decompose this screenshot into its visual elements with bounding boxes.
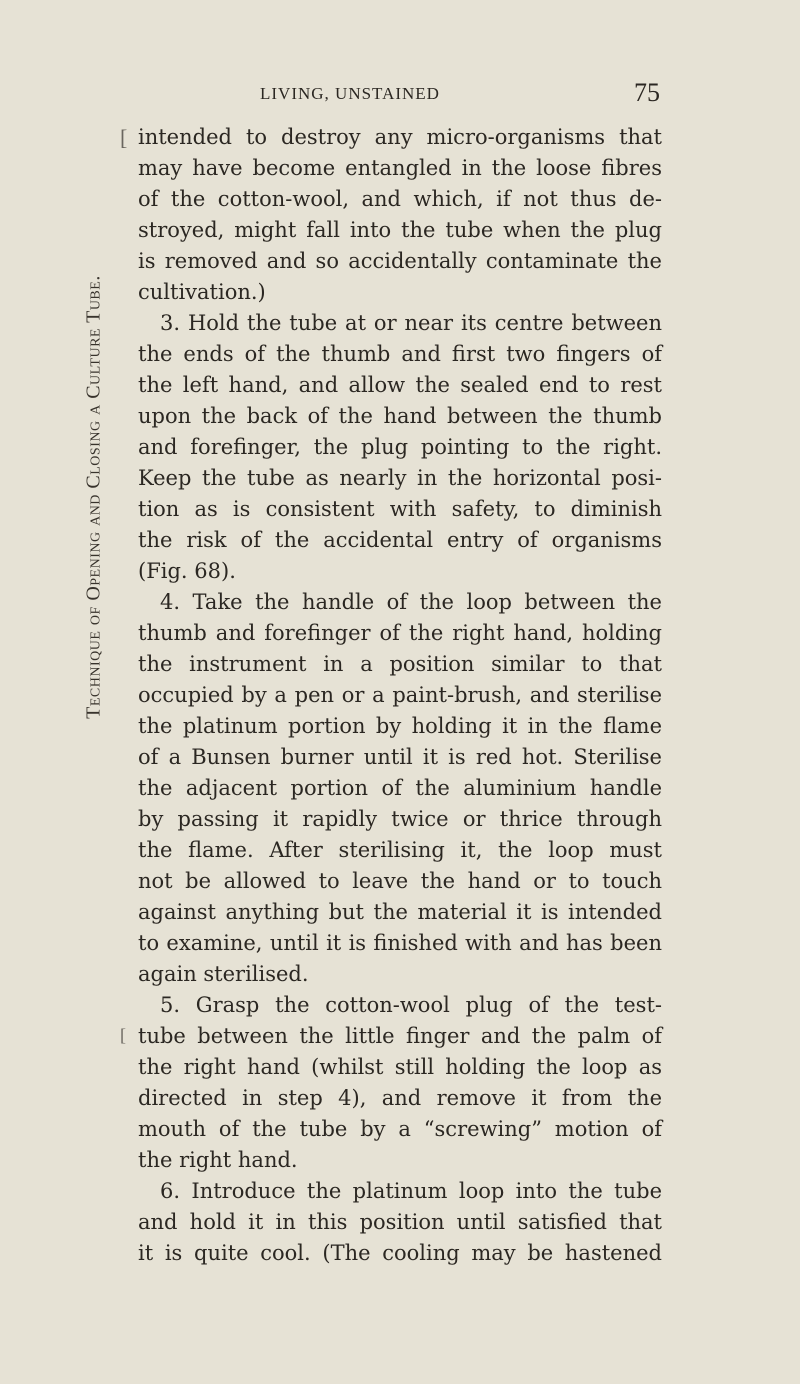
text-line: the right hand.: [138, 1148, 298, 1172]
text-line: mouth of the tube by a “screwing” motion of: [138, 1117, 662, 1141]
text-line: stroyed, might fall into the tube when the plug: [138, 218, 662, 242]
text-line: the ends of the thumb and first two fingers of: [138, 342, 662, 366]
running-head: [130, 78, 660, 114]
text-line: 4. Take the handle of the loop between the: [160, 590, 662, 614]
text-line: not be allowed to leave the hand or to touch: [138, 869, 662, 893]
text-line: it is quite cool. (The cooling may be hastened: [138, 1241, 662, 1265]
body-text: [138, 122, 662, 1269]
text-line: tion as is consistent with safety, to diminish: [138, 497, 662, 521]
text-line: and hold it in this position until satisfied that: [138, 1210, 662, 1234]
text-line: the right hand (whilst still holding the loop as: [138, 1055, 662, 1079]
text-line: thumb and forefinger of the right hand, holding: [138, 621, 662, 645]
side-title: Technique of Opening and Closing a Culture Tube.: [82, 275, 105, 719]
text-line: Keep the tube as nearly in the horizontal posi-: [138, 466, 662, 490]
text-line: (Fig. 68).: [138, 559, 236, 583]
running-title: LIVING, UNSTAINED: [260, 84, 440, 103]
text-line: 6. Introduce the platinum loop into the tube: [160, 1179, 662, 1203]
text-line: again sterilised.: [138, 962, 309, 986]
text-line: intended to destroy any micro-organisms that: [138, 125, 662, 149]
text-line: is removed and so accidentally contaminate the: [138, 249, 662, 273]
page-number: 75: [634, 78, 660, 107]
text-line: may have become entangled in the loose fibres: [138, 156, 662, 180]
text-line: 3. Hold the tube at or near its centre between: [160, 311, 662, 335]
text-line: the flame. After sterilising it, the loop must: [138, 838, 662, 862]
text-line: of a Bunsen burner until it is red hot. Sterilise: [138, 745, 662, 769]
side-title-rail: [78, 232, 110, 762]
text-line: directed in step 4), and remove it from the: [138, 1086, 662, 1110]
text-line: to examine, until it is finished with and has been: [138, 931, 662, 955]
text-line: the risk of the accidental entry of organisms: [138, 528, 662, 552]
text-line: the platinum portion by holding it in the flame: [138, 714, 662, 738]
text-line: occupied by a pen or a paint-brush, and sterilise: [138, 683, 662, 707]
text-line: the left hand, and allow the sealed end to rest: [138, 373, 662, 397]
text-line: tube between the little finger and the palm of: [138, 1024, 662, 1048]
text-line: 5. Grasp the cotton-wool plug of the test-: [160, 993, 662, 1017]
text-line: of the cotton-wool, and which, if not thus de-: [138, 187, 662, 211]
text-line: and forefinger, the plug pointing to the right.: [138, 435, 662, 459]
text-line: by passing it rapidly twice or thrice through: [138, 807, 662, 831]
text-line: the adjacent portion of the aluminium handle: [138, 776, 662, 800]
margin-mark-bottom: [: [120, 1025, 126, 1045]
text-line: the instrument in a position similar to that: [138, 652, 662, 676]
text-line: cultivation.): [138, 280, 266, 304]
text-line: upon the back of the hand between the thumb: [138, 404, 662, 428]
text-line: against anything but the material it is intended: [138, 900, 662, 924]
margin-mark-top: [: [120, 125, 128, 150]
